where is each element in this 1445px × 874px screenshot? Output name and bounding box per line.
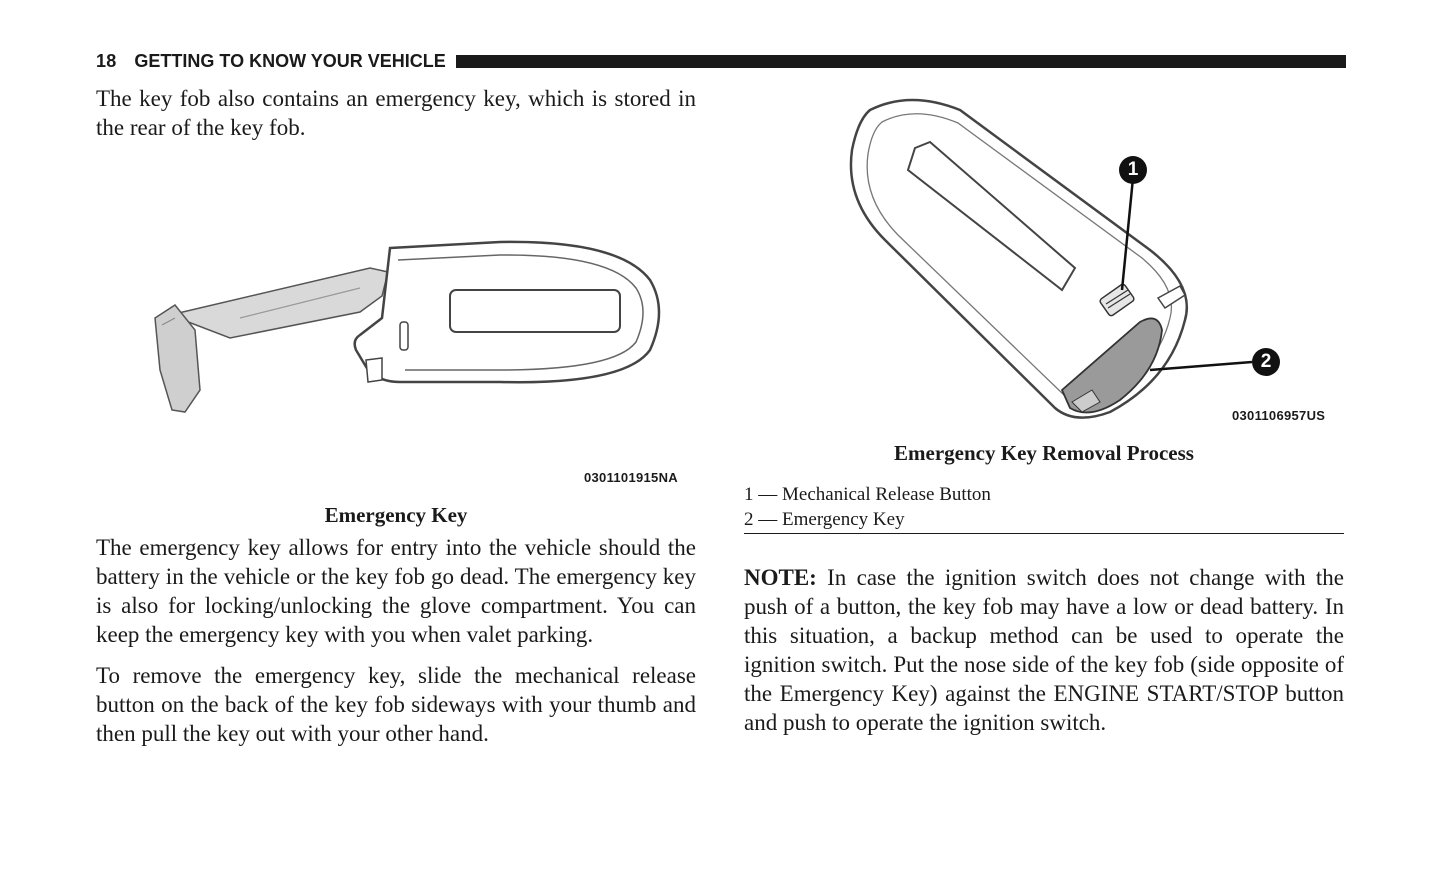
left-column-body	[96, 533, 696, 748]
emergency-key-figure	[120, 200, 680, 485]
figure2-code: 0301106957US	[1232, 408, 1326, 423]
key-fob-back-illustration	[840, 90, 1345, 430]
legend-item-1: 1 — Mechanical Release Button	[744, 484, 991, 505]
removal-paragraph: To remove the emergency key, slide the mechanical release button on the back of the key fob sideways with your thumb and then pull the key out with your other hand.	[96, 663, 696, 746]
callout-1-label: 1	[1127, 159, 1139, 180]
intro-paragraph: The key fob also contains an emergency key, which is stored in the rear of the key fob.	[96, 86, 696, 140]
note-text: In case the ignition switch does not change with the push of a button, the key fob may have a low or dead battery. In this situation, a backup method can be used to operate the ignition switch. Put the nose side of the key fob (side opposite of the Emergency Key) against the ENGINE START/STOP button and push to operate the ignition switch.	[744, 565, 1344, 735]
note-paragraph	[744, 563, 1344, 737]
removal-process-figure	[840, 90, 1345, 430]
note-block	[744, 563, 1344, 737]
key-fob-with-key-illustration	[120, 200, 680, 460]
figure2-legend	[744, 482, 1344, 532]
note-label: NOTE:	[744, 565, 817, 590]
figure2-caption: Emergency Key Removal Process	[894, 441, 1194, 465]
header-rule	[456, 55, 1346, 68]
callout-2-label: 2	[1260, 351, 1272, 372]
emergency-key-paragraph: The emergency key allows for entry into the vehicle should the battery in the vehicle or the key fob go dead. The emergency key is also for locking/unlocking the glove compartment. You can keep the emergency key with you when valet parking.	[96, 535, 696, 647]
legend-item-2: 2 — Emergency Key	[744, 509, 905, 530]
page-header	[96, 50, 1346, 72]
page-number: 18	[96, 50, 117, 71]
figure1-caption: Emergency Key	[324, 503, 468, 527]
figure1-code: 0301101915NA	[584, 470, 678, 485]
section-title: GETTING TO KNOW YOUR VEHICLE	[134, 50, 446, 71]
legend-rule	[744, 533, 1344, 534]
left-column	[96, 84, 696, 142]
